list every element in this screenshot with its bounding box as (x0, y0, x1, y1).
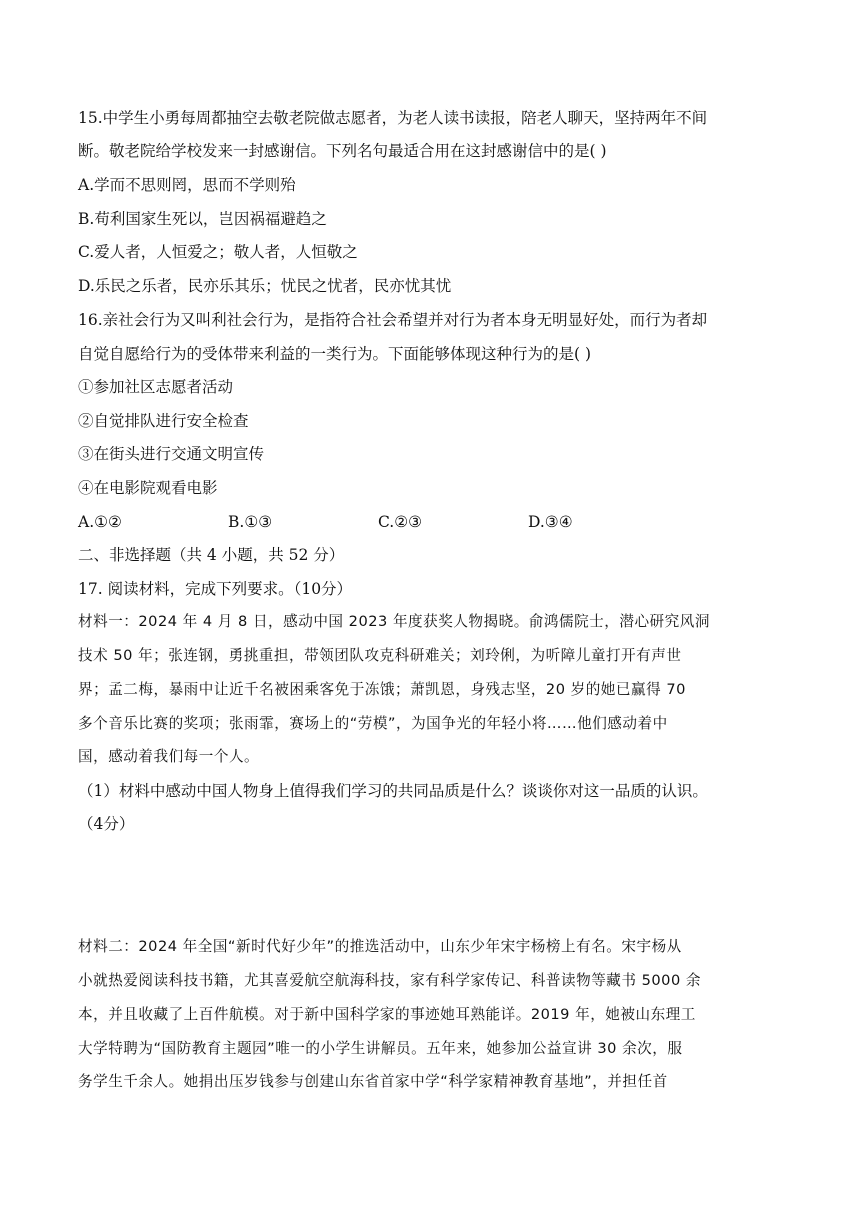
section-heading: 二、非选择题（共 4 小题，共 52 分） (78, 546, 345, 564)
material1-line-5: 国，感动着我们每一个人。 (78, 748, 260, 765)
q16-option-b: B.①③ (228, 513, 273, 531)
q16-item-4: ④在电影院观看电影 (78, 479, 218, 497)
q15-option-c: C.爱人者，人恒爱之；敬人者，人恒敬之 (78, 243, 358, 261)
q15-stem-line-1: 15.中学生小勇每周都抽空去敬老院做志愿者，为老人读书读报，陪老人聊天，坚持两年不间 (78, 109, 708, 127)
material1-line-2: 技术 50 年；张连钢，勇挑重担，带领团队攻克科研难关；刘玲俐，为听障儿童打开有声世 (78, 647, 682, 664)
material2-line-3: 本，并且收藏了上百件航模。对于新中国科学家的事迹她耳熟能详。2019 年，她被山东理工 (78, 1006, 696, 1023)
q15-stem-line-2: 断。敬老院给学校发来一封感谢信。下列名句最适合用在这封感谢信中的是( ) (78, 142, 607, 160)
q16-item-2: ②自觉排队进行安全检查 (78, 412, 249, 430)
q16-option-a: A.①② (78, 513, 122, 531)
q15-option-d: D.乐民之乐者，民亦乐其乐；忧民之忧者，民亦忧其忧 (78, 277, 452, 295)
material2-line-2: 小就热爱阅读科技书籍，尤其喜爱航空航海科技，家有科学家传记、科普读物等藏书 5000 余 (78, 972, 701, 989)
q17-sub1-line-1: （1）材料中感动中国人物身上值得我们学习的共同品质是什么？谈谈你对这一品质的认识。 (78, 782, 708, 800)
material1-line-3: 界；孟二梅，暴雨中让近千名被困乘客免于冻饿；萧凯恩，身残志坚，20 岁的她已赢得 70 (78, 681, 686, 698)
q16-stem-line-1: 16.亲社会行为又叫利社会行为，是指符合社会希望并对行为者本身无明显好处，而行为者却 (78, 311, 708, 329)
material2-line-4: 大学特聘为“国防教育主题园”唯一的小学生讲解员。五年来，她参加公益宣讲 30 余次，服 (78, 1040, 683, 1057)
material1-line-4: 多个音乐比赛的奖项；张雨霏，赛场上的“劳模”，为国争光的年轻小将……他们感动着中 (78, 715, 668, 732)
q15-option-a: A.学而不思则罔，思而不学则殆 (78, 176, 296, 194)
q17-sub1-line-2: （4分） (78, 815, 135, 833)
q16-options (78, 512, 778, 532)
q16-item-1: ①参加社区志愿者活动 (78, 378, 234, 396)
q16-option-d: D.③④ (528, 513, 573, 531)
q16-option-c: C.②③ (378, 513, 423, 531)
material1-line-1: 材料一：2024 年 4 月 8 日，感动中国 2023 年度获奖人物揭晓。俞鸿儒院士，潜心研究风洞 (78, 613, 710, 630)
q15-option-b: B.苟利国家生死以，岂因祸福避趋之 (78, 210, 327, 228)
q16-stem-line-2: 自觉自愿给行为的受体带来利益的一类行为。下面能够体现这种行为的是( ) (78, 345, 592, 363)
material2-line-5: 务学生千余人。她捐出压岁钱参与创建山东省首家中学“科学家精神教育基地”，并担任首 (78, 1073, 668, 1090)
q16-item-3: ③在街头进行交通文明宣传 (78, 445, 265, 463)
material2-line-1: 材料二：2024 年全国“新时代好少年”的推选活动中，山东少年宋宇杨榜上有名。宋宇杨从 (78, 938, 682, 955)
q17-title: 17. 阅读材料，完成下列要求。（10分） (78, 580, 353, 598)
